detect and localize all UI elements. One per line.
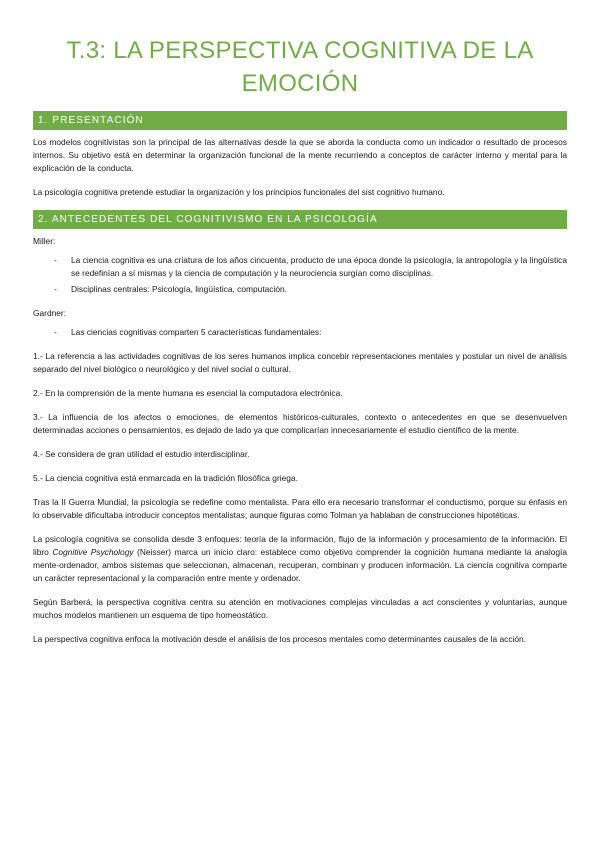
miller-list: [33, 254, 567, 296]
paragraph-psicologia-cognitiva: La psicología cognitiva pretende estudiar la organización y los principios funcionales del sist cognitivo humano.: [33, 187, 445, 197]
gardner-label: Gardner:: [33, 308, 67, 318]
book-title: Cognitive Psychology: [52, 547, 134, 557]
point-4: 4.- Se considera de gran utilidad el estudio interdisciplinar.: [33, 449, 250, 459]
document-page: [33, 0, 567, 646]
miller-label: Miller:: [33, 236, 56, 246]
paragraph-enfoques: [33, 533, 567, 585]
page-title: T.3: LA PERSPECTIVA COGNITIVA DE LA EMOCIÓN: [66, 37, 534, 97]
list-item: - Disciplinas centrales: Psicología, lingüística, computación.: [71, 283, 567, 296]
paragraph-modelos: Los modelos cognitivistas son la principal de las alternativas desde la que se aborda la conducta como un indicador o resultado de procesos internos. Su objetivo está en determinar la organización funcional de la mente recurriendo a conceptos de carácter interno y mental para la explicación de la conducta.: [33, 137, 567, 173]
point-1: 1.- La referencia a las actividades cognitivas de los seres humanos implica concebir representaciones mentales y postular un nivel de análisis separado del nivel biológico o neurológico y del nivel social o cultural.: [33, 351, 567, 374]
paragraph-final: La perspectiva cognitiva enfoca la motivación desde el análisis de los procesos mentales como determinantes causales de la acción.: [33, 634, 527, 644]
paragraph-enfoques-start: La psicología cognitiva se consolida desde 3 enfoques: teoría de la información, flujo de la información y procesamiento de la información. El libro: [33, 534, 567, 557]
point-5: 5.- La ciencia cognitiva está enmarcada en la tradición filosófica griega.: [33, 473, 298, 483]
paragraph-enfoques-end: (Neisser) marca un inicio claro: establece como objetivo comprender la cognición humana mediante la analogía mente-ordenador, ambos sistemas que seleccionan, almacenan, recuperan, combinan y producen información. La ciencia cognitiva comparte un carácter representacional y la comparación entre mente y ordenador.: [33, 547, 567, 583]
gardner-list: [33, 326, 567, 339]
paragraph-guerra-mundial: Tras la II Guerra Mundial, la psicología se redefine como mentalista. Para ello era necesario transformar el conductismo, porque su énfasis en lo observable dificultaba introducir conceptos mentalistas; aunque figuras como Tolman ya hablaban de construcciones hipotéticas.: [33, 497, 567, 520]
section-heading-antecedentes: 2. ANTECEDENTES DEL COGNITIVISMO EN LA PSICOLOGÍA: [33, 210, 567, 229]
point-3: 3.- La influencia de los afectos o emociones, de elementos históricos-culturales, contexto o antecedentes en que se desenvuelven determinadas acciones o pensamientos, es dejado de lado ya que complicarían innecesariamente el estudio científico de la mente.: [33, 412, 567, 435]
section-heading-presentacion: 1. PRESENTACIÓN: [33, 111, 567, 130]
list-item: - La ciencia cognitiva es una criatura de los años cincuenta, producto de una época donde la psicología, la antropología y la lingüística se redefinían a sí mismas y la ciencia de computación y la neurociencia surgían como disciplinas.: [71, 254, 567, 280]
list-item: - Las ciencias cognitivas comparten 5 características fundamentales:: [71, 326, 567, 339]
point-2: 2.- En la comprensión de la mente humana es esencial la computadora electrónica.: [33, 388, 343, 398]
paragraph-barbera: Según Barberá, la perspectiva cognitiva centra su atención en motivaciones complejas vinculadas a act conscientes y voluntarias, aunque muchos modelos mantienen un esquema de tipo homeostático.: [33, 597, 567, 620]
